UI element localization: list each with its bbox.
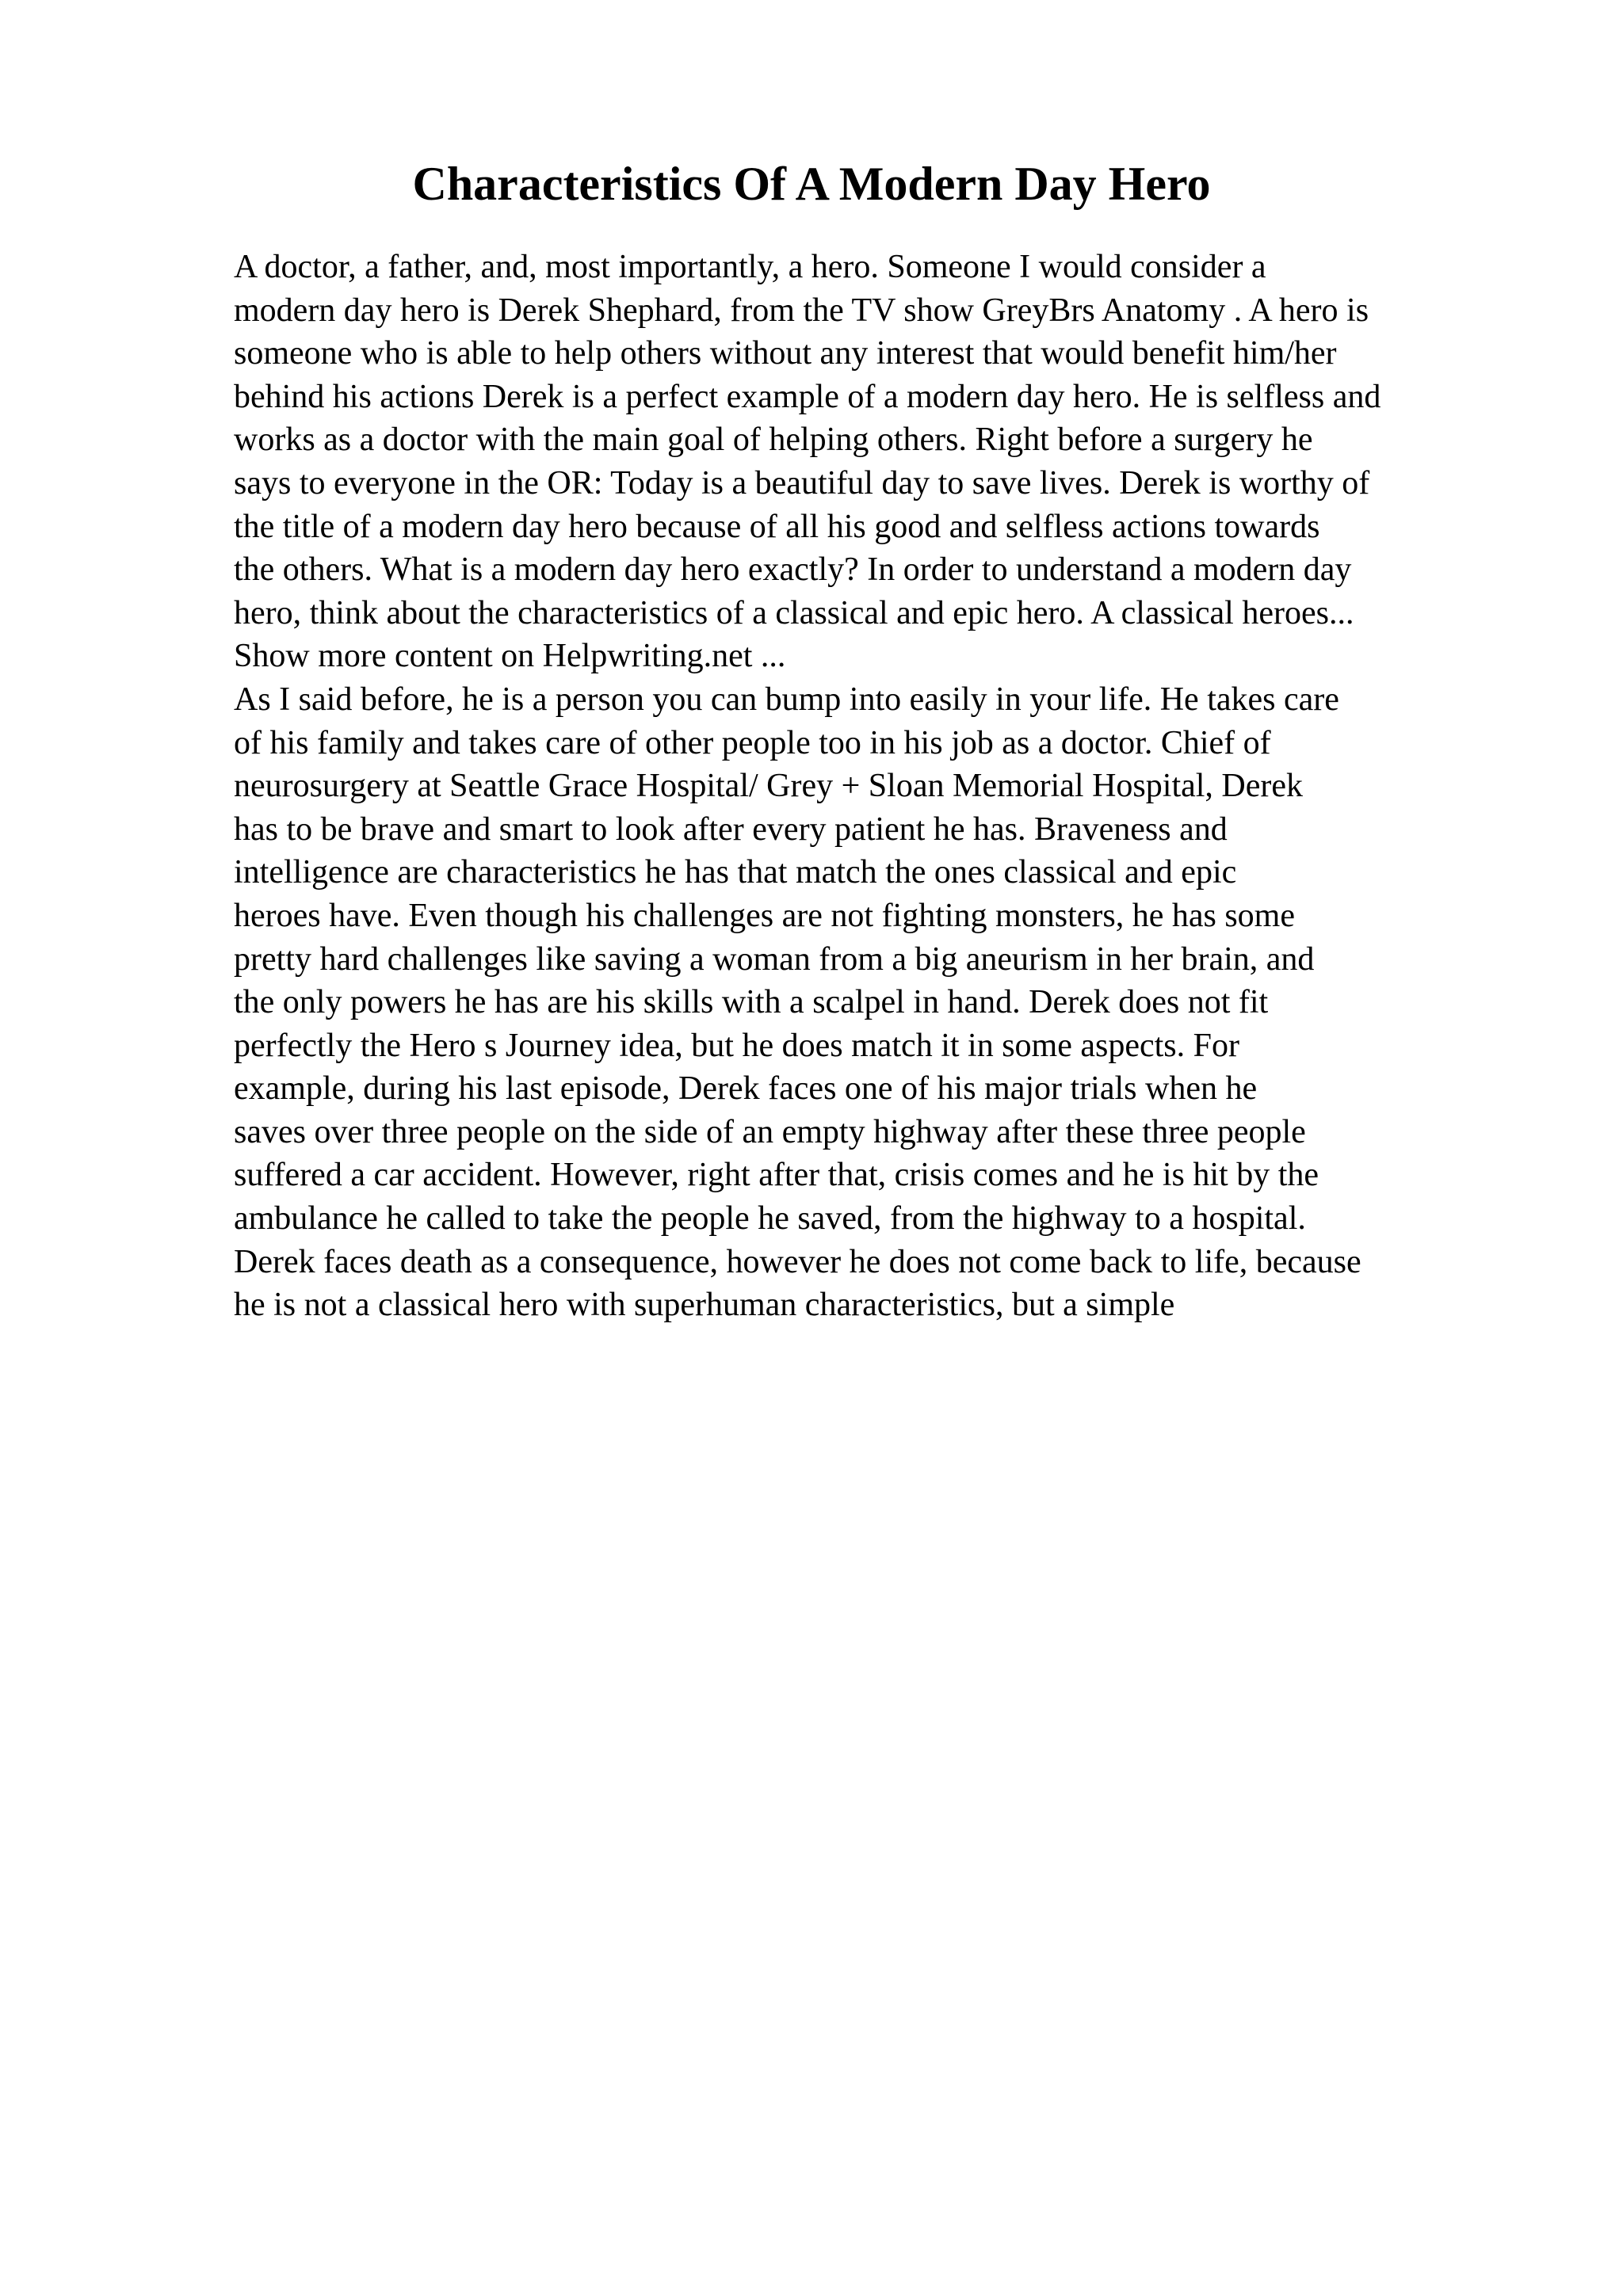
- body-line: the others. What is a modern day hero exactly? In order to understand a modern day: [234, 551, 1352, 589]
- body-line: perfectly the Hero s Journey idea, but he does match it in some aspects. For: [234, 1027, 1239, 1064]
- body-line: Derek faces death as a consequence, however he does not come back to life, because: [234, 1243, 1361, 1280]
- show-more-link-line: Show more content on Helpwriting.net ...: [234, 638, 786, 675]
- body-line: works as a doctor with the main goal of helping others. Right before a surgery he: [234, 421, 1313, 459]
- body-line: someone who is able to help others without any interest that would benefit him/her: [234, 335, 1337, 372]
- body-line: neurosurgery at Seattle Grace Hospital/ Grey + Sloan Memorial Hospital, Derek: [234, 768, 1304, 805]
- body-line: example, during his last episode, Derek faces one of his major trials when he: [234, 1070, 1258, 1108]
- body-line: intelligence are characteristics he has that match the ones classical and epic: [234, 854, 1237, 891]
- body-line: As I said before, he is a person you can bump into easily in your life. He takes care: [234, 681, 1339, 718]
- body-line: the title of a modern day hero because of all his good and selfless actions towards: [234, 508, 1320, 545]
- body-line: suffered a car accident. However, right after that, crisis comes and he is hit by the: [234, 1157, 1319, 1194]
- body-line: pretty hard challenges like saving a woman from a big aneurism in her brain, and: [234, 940, 1315, 978]
- body-line: he is not a classical hero with superhuman characteristics, but a simple: [234, 1287, 1175, 1324]
- body-line: hero, think about the characteristics of a classical and epic hero. A classical heroes...: [234, 594, 1354, 631]
- body-line: A doctor, a father, and, most importantly, a hero. Someone I would consider a: [234, 249, 1266, 285]
- body-line: saves over three people on the side of an empty highway after these three people: [234, 1113, 1306, 1150]
- body-line: says to everyone in the OR: Today is a beautiful day to save lives. Derek is worthy of: [234, 464, 1370, 502]
- document-body: [234, 246, 1613, 1327]
- body-line: heroes have. Even though his challenges are not fighting monsters, he has some: [234, 897, 1295, 934]
- body-line: of his family and takes care of other people too in his job as a doctor. Chief of: [234, 724, 1271, 761]
- body-line: behind his actions Derek is a perfect example of a modern day hero. He is selfless and: [234, 378, 1381, 415]
- body-line: has to be brave and smart to look after every patient he has. Braveness and: [234, 810, 1228, 848]
- document-title: Characteristics Of A Modern Day Hero: [412, 158, 1211, 210]
- body-line: the only powers he has are his skills with a scalpel in hand. Derek does not fit: [234, 984, 1269, 1021]
- body-line: modern day hero is Derek Shephard, from the TV show GreyBrs Anatomy . A hero is: [234, 292, 1369, 329]
- body-line: ambulance he called to take the people he saved, from the highway to a hospital.: [234, 1200, 1306, 1238]
